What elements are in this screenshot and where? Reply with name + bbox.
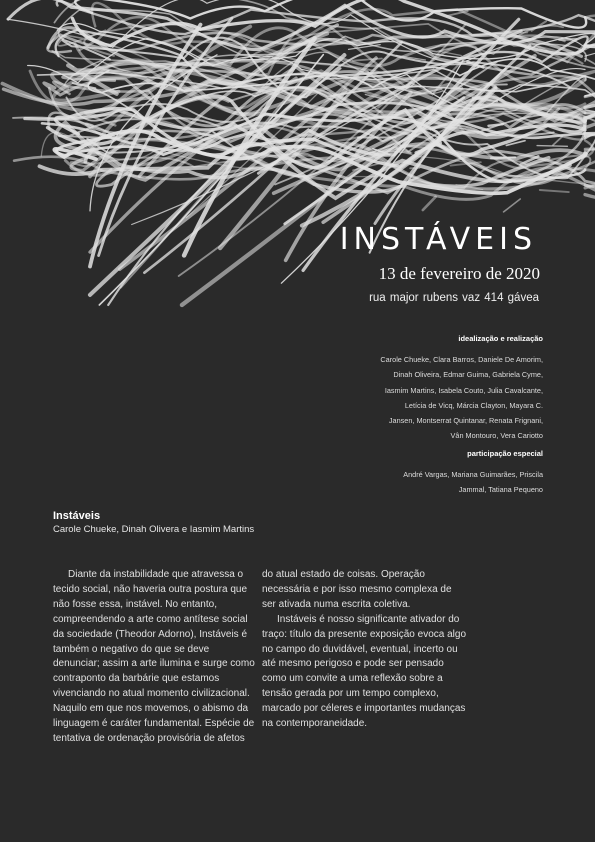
credits-heading-special: participação especial xyxy=(467,448,543,458)
credit-line: Iasmim Martins, Isabela Couto, Julia Cavalcante, xyxy=(384,385,543,395)
credits-block xyxy=(303,334,543,502)
scribble-stroke xyxy=(540,190,569,192)
exhibition-address: rua major rubens vaz 414 gávea xyxy=(369,292,539,304)
scribble-stroke xyxy=(504,199,521,212)
essay-header xyxy=(53,510,254,536)
scribble-stroke xyxy=(423,197,436,210)
exhibition-title: INSTÁVEIS xyxy=(339,222,537,257)
credit-line: Jansen, Montserrat Quintanar, Renata Frignani, xyxy=(388,416,543,426)
credit-line: André Vargas, Mariana Guimarães, Priscila xyxy=(403,469,543,479)
scribble-stroke xyxy=(492,33,527,34)
credit-line: Dinah Oliveira, Edmar Guima, Gabriela Cyme, xyxy=(393,370,543,380)
credit-line: Carole Chueke, Clara Barros, Daniele De Amorim, xyxy=(380,355,543,364)
exhibition-date: 13 de fevereiro de 2020 xyxy=(378,264,540,283)
credits-names-realization xyxy=(303,352,543,444)
essay-column-right xyxy=(262,568,467,732)
scribble-stroke xyxy=(488,124,502,126)
scribble-stroke xyxy=(553,137,562,145)
credit-line: Jammal, Tatiana Pequeno xyxy=(458,485,543,495)
essay-paragraph: Instáveis é nosso significante ativador do traço: título da presente exposição evoca algo no campo do duvidável, eventual, incerto ou até mesmo perigoso e pode ser pensado como um convite a uma reflexão sobre a tensão gerada por um tempo complexo, marcado por céleres e importantes mudanças na contemporaneidade. xyxy=(262,613,467,730)
credit-line: Vân Montouro, Vera Cariotto xyxy=(450,431,543,441)
scribble-stroke xyxy=(410,168,419,169)
essay-paragraph: do atual estado de coisas. Operação necessária e por isso mesmo complexa de ser ativada numa escrita coletiva. xyxy=(262,569,452,610)
essay-authors: Carole Chueke, Dinah Olivera e Iasmim Martins xyxy=(53,524,255,535)
credits-names-special xyxy=(303,467,543,498)
essay-column-left xyxy=(53,568,258,747)
scribble-stroke xyxy=(491,157,515,158)
scribble-stroke xyxy=(537,146,567,147)
credits-heading-realization: idealização e realização xyxy=(458,334,543,343)
essay-paragraph: Diante da instabilidade que atravessa o tecido social, não haveria outra postura que não fosse essa, instável. No entanto, compreendendo a arte como antítese social da sociedade (Theodor Adorno), Instáveis é também o negativo do que se deve denunciar; assim a arte ilumina e surge como contraponto da barbárie que estamos vivenciando no atual momento civilizacional. Naquilo em que nos movemos, o abismo da linguagem é caráter fundamental. Espécie de tentativa de ordenação provisória de afetos xyxy=(53,569,255,744)
scribble-stroke xyxy=(353,59,382,61)
credit-line: Letícia de Vicq, Márcia Clayton, Mayara C. xyxy=(404,400,543,410)
essay-title: Instáveis xyxy=(53,510,101,522)
